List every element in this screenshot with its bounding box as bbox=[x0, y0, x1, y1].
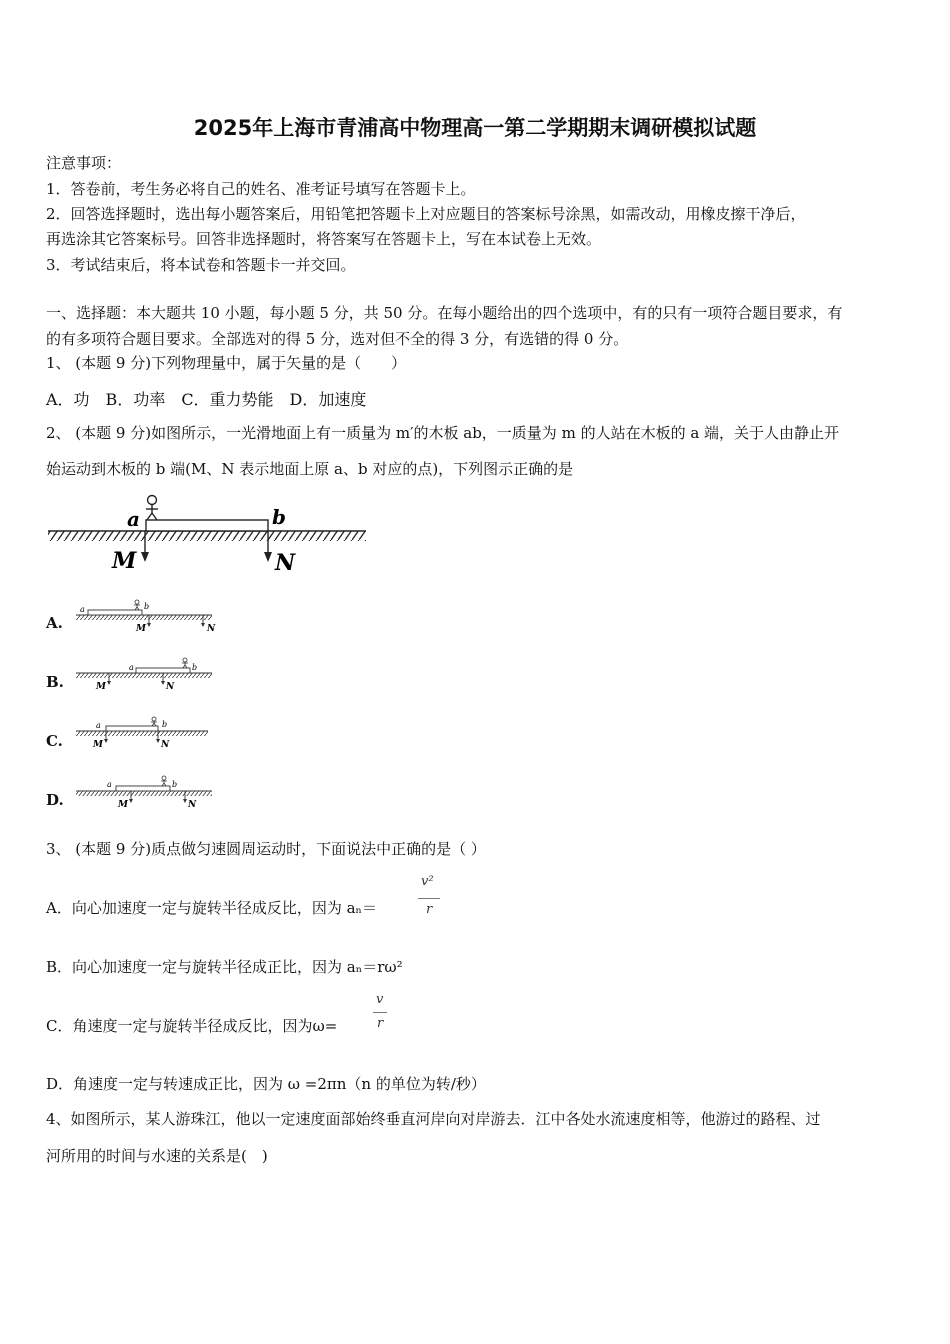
arrowhead-M bbox=[141, 552, 149, 562]
question-2-main-figure bbox=[44, 490, 374, 580]
mini-M: M bbox=[118, 800, 128, 810]
mini-b: b bbox=[144, 602, 150, 611]
section-instructions-line1: 一、选择题：本大题共 10 小题，每小题 5 分，共 50 分。在每小题给出的四个选项中，有的只有一项符合题目要求，有 bbox=[46, 304, 843, 322]
question-3-option-B: B．向心加速度一定与旋转半径成正比，因为 aₙ＝rω² bbox=[46, 958, 403, 976]
option-B-figure bbox=[74, 656, 219, 694]
notice-item-2-cont: 再选涂其它答案标号。回答非选择题时，将答案写在答题卡上，写在本试卷上无效。 bbox=[46, 230, 602, 248]
option-C-label: C. bbox=[46, 732, 63, 750]
option-D-label: D. bbox=[46, 791, 64, 809]
fraction-numerator-C: v bbox=[376, 992, 384, 1007]
mini-a: a bbox=[129, 663, 134, 672]
label-N: N bbox=[275, 550, 296, 576]
question-1-stem: 1、 (本题 9 分)下列物理量中，属于矢量的是（ ） bbox=[46, 354, 407, 372]
mini-a: a bbox=[96, 721, 101, 730]
page-title: 2025年上海市青浦高中物理高一第二学期期末调研模拟试题 bbox=[193, 116, 757, 140]
fraction-denominator-A: r bbox=[426, 902, 433, 917]
fraction-numerator-A: v² bbox=[421, 874, 434, 889]
mini-N: N bbox=[188, 800, 197, 810]
ground-hatch bbox=[48, 531, 366, 541]
mini-N: N bbox=[166, 682, 175, 692]
question-4-stem-line1: 4、如图所示，某人游珠江，他以一定速度面部始终垂直河岸向对岸游去．江中各处水流速度相等，他游过的路程、过 bbox=[46, 1110, 821, 1128]
notice-heading: 注意事项： bbox=[46, 154, 122, 172]
mini-N: N bbox=[161, 740, 170, 750]
notice-item-3: 3．考试结束后，将本试卷和答题卡一并交回。 bbox=[46, 256, 356, 274]
label-b: b bbox=[272, 505, 286, 529]
option-A-figure bbox=[74, 598, 219, 636]
mini-b: b bbox=[192, 663, 198, 672]
mini-M: M bbox=[136, 624, 146, 634]
option-B-label: B. bbox=[46, 673, 64, 691]
question-2-stem-line1: 2、 (本题 9 分)如图所示，一光滑地面上有一质量为 m′的木板 ab，一质量为 m 的人站在木板的 a 端，关于人由静止开 bbox=[46, 424, 840, 442]
person-icon bbox=[146, 496, 158, 521]
question-4-stem-line2: 河所用的时间与水速的关系是( ) bbox=[46, 1147, 268, 1165]
question-1-options: A．功 B．功率 C．重力势能 D．加速度 bbox=[46, 390, 367, 409]
fraction-bar-A bbox=[418, 898, 440, 899]
option-A-label: A. bbox=[46, 614, 63, 632]
question-3-stem: 3、 (本题 9 分)质点做匀速圆周运动时，下面说法中正确的是（ ） bbox=[46, 840, 486, 858]
label-M: M bbox=[112, 548, 137, 574]
question-2-stem-line2: 始运动到木板的 b 端(M、N 表示地面上原 a、b 对应的点)，下列图示正确的是 bbox=[46, 460, 574, 478]
mini-b: b bbox=[172, 780, 178, 789]
option-C-figure bbox=[74, 714, 219, 752]
question-3-option-D: D．角速度一定与转速成正比，因为 ω =2πn（n 的单位为转/秒） bbox=[46, 1075, 486, 1093]
mini-N: N bbox=[207, 624, 216, 634]
option-D-figure bbox=[74, 772, 219, 812]
arrowhead-N bbox=[264, 552, 272, 562]
mini-a: a bbox=[107, 780, 112, 789]
label-a: a bbox=[127, 507, 140, 531]
mini-b: b bbox=[162, 720, 168, 729]
fraction-bar-C bbox=[373, 1012, 387, 1013]
fraction-denominator-C: r bbox=[377, 1016, 384, 1031]
mini-M: M bbox=[96, 682, 106, 692]
notice-item-1: 1．答卷前，考生务必将自己的姓名、准考证号填写在答题卡上。 bbox=[46, 180, 476, 198]
question-3-option-A: A．向心加速度一定与旋转半径成反比，因为 aₙ＝ bbox=[46, 899, 378, 917]
question-3-option-C: C．角速度一定与旋转半径成反比，因为ω= bbox=[46, 1017, 338, 1035]
mini-M: M bbox=[93, 740, 103, 750]
plank-ab bbox=[146, 520, 268, 531]
section-instructions-line2: 的有多项符合题目要求。全部选对的得 5 分，选对但不全的得 3 分，有选错的得 0 分。 bbox=[46, 330, 629, 348]
mini-a: a bbox=[80, 605, 85, 614]
notice-item-2: 2．回答选择题时，选出每小题答案后，用铅笔把答题卡上对应题目的答案标号涂黑，如需改动，用橡皮擦干净后， bbox=[46, 205, 806, 223]
